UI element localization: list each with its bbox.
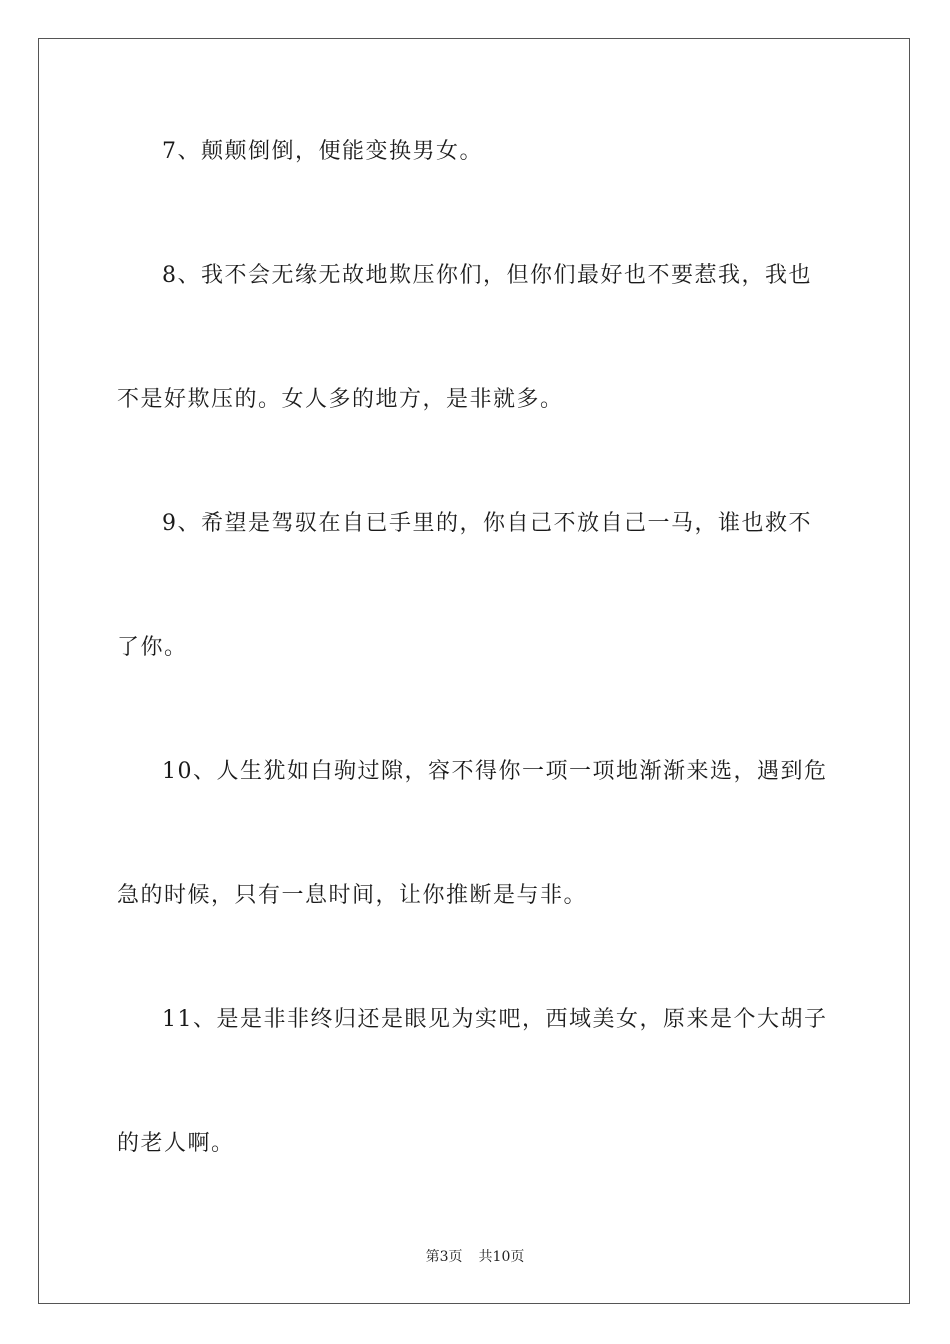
paragraph-9-line-1: 9、希望是驾驭在自已手里的，你自己不放自己一马，谁也救不 <box>162 511 812 536</box>
paragraph-11-line-1: 11、是是非非终归还是眼见为实吧，西域美女，原来是个大胡子 <box>162 1007 828 1032</box>
paragraph-7-line-1: 7、颠颠倒倒，便能变换男女。 <box>162 139 483 164</box>
page-number: 第3页 <box>425 1249 463 1265</box>
paragraph-11-line-2: 的老人啊。 <box>117 1131 235 1156</box>
paragraph-9-line-2: 了你。 <box>117 635 188 660</box>
page-footer <box>0 1248 950 1266</box>
paragraph-8-line-2: 不是好欺压的。女人多的地方，是非就多。 <box>117 387 564 412</box>
paragraph-8-line-1: 8、我不会无缘无故地欺压你们，但你们最好也不要惹我，我也 <box>162 263 812 288</box>
page-total: 共10页 <box>478 1249 525 1265</box>
page-border <box>38 38 910 1304</box>
paragraph-10-line-1: 10、人生犹如白驹过隙，容不得你一项一项地渐渐来选，遇到危 <box>162 759 828 784</box>
paragraph-10-line-2: 急的时候，只有一息时间，让你推断是与非。 <box>117 883 588 908</box>
